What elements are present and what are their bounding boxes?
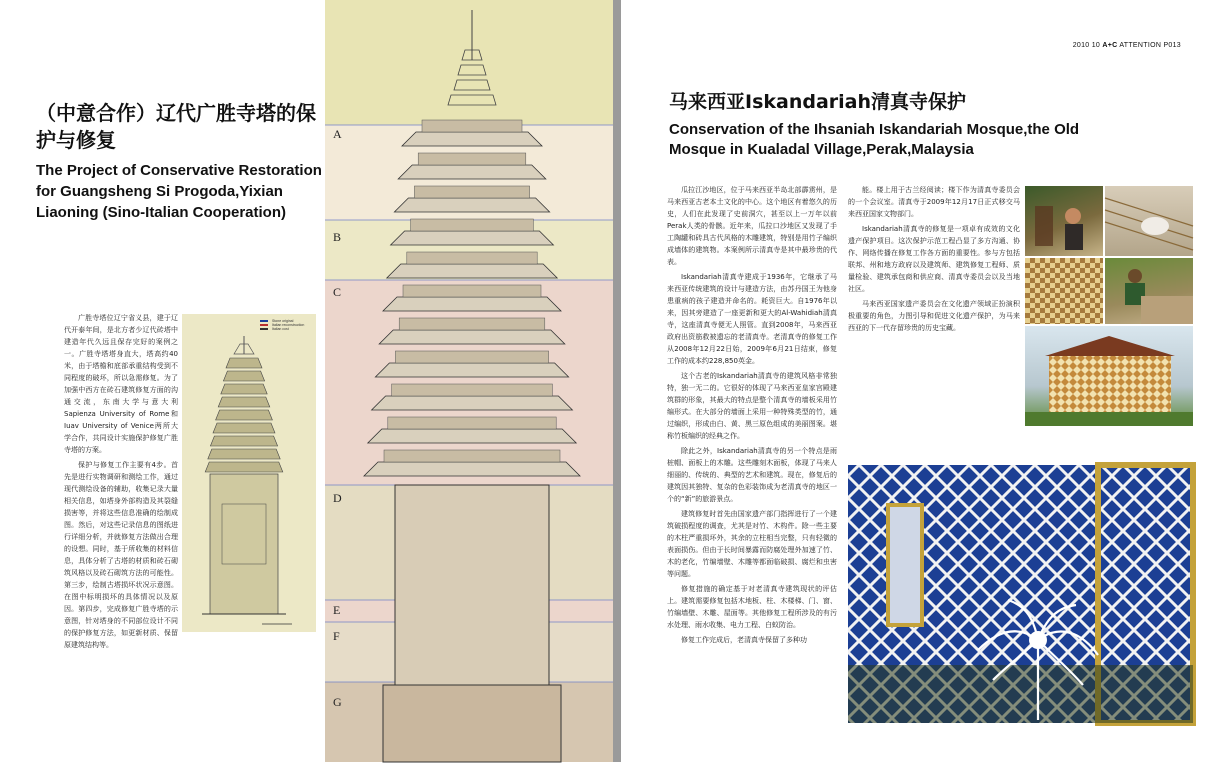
right-body-column-1 bbox=[667, 184, 837, 719]
pagoda-elevation-drawing bbox=[325, 0, 613, 762]
page-number: P013 bbox=[1163, 42, 1181, 49]
photo-lattice-windows-with-flowers bbox=[848, 465, 1193, 723]
photo-worker-weaving bbox=[1105, 258, 1193, 324]
pagoda-tier bbox=[210, 436, 277, 446]
pagoda-tier bbox=[208, 449, 280, 459]
left-page bbox=[0, 0, 613, 762]
pagoda-eave bbox=[368, 429, 576, 443]
photo-svg bbox=[1105, 186, 1193, 256]
body-paragraph: 除此之外，Iskandariah清真寺的另一个特点是雨桩帽、面板上的木雕。这些雕刻木面板，体现了马来人细丽的、传统的、典型的艺术和建筑。现在，修复后的建筑因其独特、复杂的色彩装饰成为老清真寺的地区一个的“新”的旅游景点。 bbox=[667, 447, 837, 503]
pagoda-tier-body bbox=[395, 351, 548, 363]
section-label-f: F bbox=[333, 629, 340, 643]
left-body-text bbox=[64, 312, 178, 649]
legend-text: Stone original bbox=[272, 319, 294, 323]
pagoda-eave bbox=[398, 165, 546, 179]
pagoda-eave bbox=[383, 297, 561, 311]
pagoda-tier-body bbox=[407, 252, 537, 264]
body-paragraph: Iskandariah清真寺建成于1936年，它继承了马来西亚传统建筑的设计与建造方法，由苏丹国王为他身患重病的孩子建造并命名的。耗资巨大。自1976年以来，因其旁建造了一座更新和更大的Al-Wahidiah清真寺，这座清真寺便无人照管。直到2008年，马来西亚政府出资筋救被遗忘的老清真寺。老清真寺的修复工作从2008年12月22日始，2009年6月21日结束，修复工作的成本约228,850英金。 bbox=[667, 273, 837, 365]
pagoda-tier bbox=[216, 410, 273, 420]
pagoda-elevation-thumbnail bbox=[182, 314, 316, 632]
pagoda-eave bbox=[391, 231, 554, 245]
body-paragraph: 马来西亚国家遗产委员会在文化遗产领域正扮演积极重要的角色，力图引导和促进文化遗产保护，为马来西亚的下一代存留珍贵的历史宝藏。 bbox=[848, 300, 1020, 332]
photo-woodcarving-workshop bbox=[1025, 186, 1103, 256]
photo-woven-bamboo-pattern bbox=[1025, 258, 1103, 324]
pagoda-eave bbox=[402, 132, 542, 146]
section-label-a: A bbox=[333, 127, 342, 141]
magazine-brand: A+C bbox=[1102, 42, 1118, 49]
body-paragraph: 能。楼上用于古兰经阅读；楼下作为清真寺委员会的一个会议室。清真寺于2009年12月17日正式移交马来西亚国家文物部门。 bbox=[848, 186, 1020, 218]
section-label-e: E bbox=[333, 603, 341, 617]
section-name: ATTENTION bbox=[1119, 42, 1162, 49]
left-title-zh: （中意合作）辽代广胜寺塔的保护与修复 bbox=[36, 101, 316, 152]
pagoda-elevation-svg bbox=[325, 0, 613, 762]
body-paragraph: 这个古老的Iskandariah清真寺的建筑风格非常独特，独一无二的。它很好的体现了马来西亚皇家宫殿建筑群的形象，其最大的特点是整个清真寺的墙板采用竹编形式。在大部分的墙面上采用一种特殊类型的竹，通过编织，形成由白、黄、黑三原色组成的美丽图案。堪称竹板编织的经典之作。 bbox=[667, 372, 837, 440]
pagoda-eave bbox=[375, 363, 568, 377]
left-title-en-line: The Project of Conservative Restoration bbox=[36, 162, 322, 179]
pagoda-tiers bbox=[205, 358, 283, 472]
pagoda-tier-body bbox=[418, 153, 526, 165]
section-label-g: G bbox=[333, 695, 342, 709]
pagoda-thumbnail-svg bbox=[182, 314, 316, 632]
pagoda-eave bbox=[394, 198, 549, 212]
body-paragraph: 广胜寺塔位辽宁省义县，建于辽代开泰年间，是北方者少辽代砖塔中建造年代久远且保存完好的案例之一。广胜寺塔塔身直大，塔高约40米，由于塔檐和底部承重结构受到不同程度的破坏，所以急需修复。为了加强中西方在砖石建筑修复方面的沟通交流，东南大学与意大利Sapienza University of Rome和Iuav University of Venice两所大学合作，共同设计实施保护修复广胜寺塔的方案。 bbox=[64, 314, 178, 454]
left-title-en-line: for Guangsheng Si Progoda,Yixian bbox=[36, 183, 283, 200]
section-label-d: D bbox=[333, 491, 342, 505]
body-paragraph: 修复措施的确定基于对老清真寺建筑现状的评估上。建筑需要修复包括木地板、柱、木楼梯、门、窗、竹编墙壁、木雕、屋面等。其他修复工程所涉及的有污水处理、雨水收集、电力工程、白蚁防治。 bbox=[667, 585, 837, 629]
photo-svg bbox=[848, 465, 1193, 723]
body-paragraph: 瓜拉江沙地区，位于马来西亚半岛北部霹雳州，是马来西亚古老本土文化的中心。这个地区有着悠久的历史，人们在此发现了史前洞穴，甚至以上一万年以前Perak人类的骨骸。近年来，瓜拉口沙地区又发现了手工陶罐和砖具古代风格的木雕建筑，特别是用竹子编织成墙体的建筑物。本案例所示清真寺是其中最珍贵的代表。 bbox=[667, 186, 837, 266]
pagoda-eave bbox=[364, 462, 580, 476]
pagoda-tier-body bbox=[399, 318, 545, 330]
pagoda-tier-body bbox=[403, 285, 541, 297]
pagoda-tier bbox=[221, 384, 267, 394]
photo-bamboo-weaving-hands bbox=[1105, 186, 1193, 256]
pagoda-tier bbox=[223, 371, 264, 381]
left-title-en bbox=[36, 160, 326, 223]
right-title-en bbox=[669, 120, 1099, 160]
pagoda-tier bbox=[213, 423, 275, 433]
section-label-c: C bbox=[333, 285, 342, 299]
body-paragraph: Iskandariah清真寺的修复是一项卓有成效的文化遗产保护项目。这次保护示范工程凸显了多方沟通、协作、网络传播在修复工作各方面的重要性。参与方包括联邦、州和地方政府以及建筑师、建筑修复工程师、质量检验、建筑承包商和供应商、清真寺委员会以及当地社区。 bbox=[848, 225, 1020, 293]
right-body-column-2 bbox=[848, 184, 1020, 374]
body-paragraph: 建筑修复时首先由国家遗产部门指挥进行了一个建筑破损程度的调查，尤其是对竹、木构件。除一些主要的木柱严重损坏外，其余的立柱相当完整，只有轻微的表面损伤。但由于长时间暴露而防腐处理外加速了竹、木的老化，竹编墙壁、木雕等都面临破损、腐烂和虫害等问题。 bbox=[667, 510, 837, 578]
pagoda-eave bbox=[387, 264, 557, 278]
left-title-en-line: Liaoning (Sino-Italian Cooperation) bbox=[36, 204, 286, 221]
pagoda-tier-body bbox=[414, 186, 529, 198]
pagoda-tier-body bbox=[422, 120, 522, 132]
pagoda-tier bbox=[226, 358, 262, 368]
legend-text: Italian reconstruction bbox=[272, 323, 305, 327]
right-page bbox=[621, 0, 1229, 762]
body-paragraph: 保护与修复工作主要有4步。首先是进行实物调研和测绘工作，通过现代测绘设备的辅助，收集记录大量相关信息，如塔身外部构造及其裂缝损害等，并将这些信息准确的绘制成图。然后，对这些记录信息的图纸进行详细分析，并就修复方法做出合理的设想。同时，基于所收集的材料信息，具体分析了古塔的材质和砖石砌筑风格以及砖石砌筑方法的可能性。第三步，绘制古塔损坏状况示意图。在图中标明损坏的具体情况以及原因。第四步，完成修复广胜寺塔的示意图，针对塔身的不同部位设计不同的保护修复方法，如更新材质、保留原建筑结构等。 bbox=[64, 461, 178, 649]
pagoda-eave bbox=[372, 396, 573, 410]
photo-svg bbox=[1025, 186, 1103, 256]
photo-mosque-exterior bbox=[1025, 326, 1193, 426]
pagoda-tier-body bbox=[392, 384, 553, 396]
photo-svg bbox=[1105, 258, 1193, 324]
right-title-en-line: Mosque in Kualadal Village,Perak,Malaysia bbox=[669, 141, 974, 158]
right-title-zh: 马来西亚Iskandariah清真寺保护 bbox=[669, 91, 967, 113]
legend-text: Italian cost bbox=[272, 327, 289, 331]
photo-svg bbox=[1025, 258, 1103, 324]
pagoda-eave bbox=[379, 330, 565, 344]
running-header bbox=[1073, 42, 1181, 49]
body-paragraph: 修复工作完成后，老清真寺保留了多种功 bbox=[681, 636, 807, 644]
pagoda-tier bbox=[205, 462, 283, 472]
pagoda-tier bbox=[218, 397, 270, 407]
pagoda-tier-body bbox=[384, 450, 560, 462]
pagoda-tier-body bbox=[388, 417, 556, 429]
section-label-b: B bbox=[333, 230, 342, 244]
photo-svg bbox=[1025, 326, 1193, 426]
issue-date: 2010 10 bbox=[1072, 42, 1101, 49]
right-title-en-line: Conservation of the Ihsaniah Iskandariah Mosque,the Old bbox=[669, 121, 1080, 138]
page-gutter bbox=[613, 0, 621, 762]
pagoda-tier-body bbox=[411, 219, 534, 231]
